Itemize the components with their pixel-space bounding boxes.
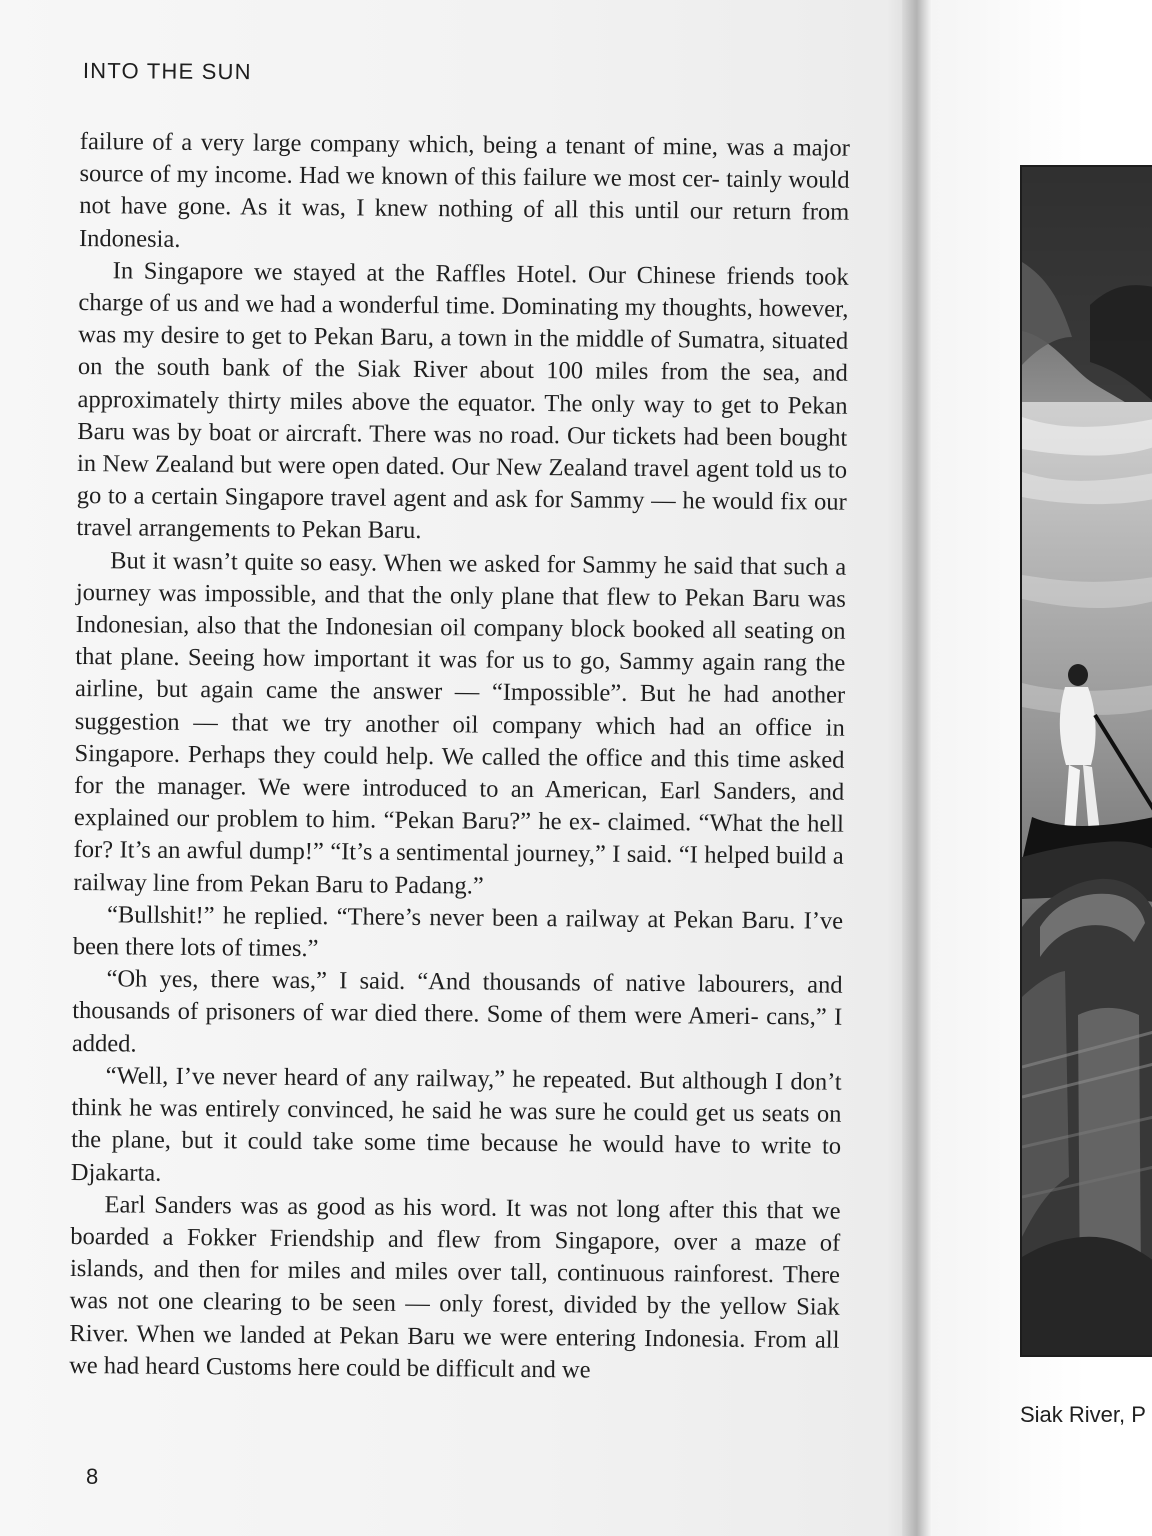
paragraph-5 xyxy=(72,963,843,1066)
book-gutter xyxy=(902,0,932,1536)
text-line: had another suggestion — that we try another oil company which had an xyxy=(74,681,846,741)
text-line: from the sea, and approximately thirty miles above the equator. The only xyxy=(77,358,848,418)
text-line: Zealand travel agent told us to go to a certain Singapore travel agent and xyxy=(76,454,848,513)
text-line: ask for Sammy — he would fix our travel arrangements to Pekan Baru. xyxy=(76,485,847,545)
right-page xyxy=(932,0,1152,1536)
text-line: write to Djakarta. xyxy=(70,1132,842,1187)
text-line: I’ve been there lots of times.” xyxy=(72,907,844,963)
text-line: In Singapore we stayed at the Raffles Hotel. Our Chinese friends took xyxy=(112,257,849,291)
text-line: return from Indonesia. xyxy=(78,198,850,253)
text-line: this time asked for the manager. We were introduced to an American, xyxy=(74,745,845,805)
text-line: cans,” I added. xyxy=(71,1003,843,1058)
text-line: Baru was Indonesian, also that the Indonesian oil company block booked xyxy=(75,584,847,644)
paragraph-6 xyxy=(71,1060,842,1196)
text-line: failure of a very large company which, being a tenant of mine, was a xyxy=(79,127,785,162)
text-line: claimed. “What the hell for? It’s an awful dump!” “It’s a sentimental xyxy=(73,808,845,868)
photo-caption: Siak River, P xyxy=(1020,1402,1146,1427)
text-line: “Well, I’ve never heard of any railway,” he repeated. But although I xyxy=(105,1062,784,1096)
text-line: don’t think he was entirely convinced, he said he was sure he could get us xyxy=(71,1068,842,1128)
text-line: Indonesia. From all we had heard Customs here could be difficult and we xyxy=(69,1324,840,1384)
text-line: journey,” I said. “I helped build a railway line from Pekan Baru to Padang.” xyxy=(73,840,844,900)
text-line: boarded a Fokker Friendship and flew from Singapore, over a maze of xyxy=(70,1222,841,1257)
text-line: such a journey was impossible, and that the only plane that flew to Pekan xyxy=(75,552,847,612)
text-line: islands, and then for miles and miles over tall, continuous rainforest. xyxy=(69,1255,775,1289)
text-line: however, was my desire to get to Pekan Baru, a town in the middle of xyxy=(78,294,849,354)
text-line: yellow Siak River. When we landed at Pekan Baru we were entering xyxy=(69,1292,840,1352)
text-line: But it wasn’t quite so easy. When we asked for Sammy he said that xyxy=(110,546,777,580)
paragraph-7 xyxy=(69,1189,841,1389)
text-line: charge of us and we had a wonderful time. Dominating my thoughts, xyxy=(78,289,753,322)
running-head: INTO THE SUN xyxy=(82,58,252,85)
river-photo xyxy=(1020,165,1152,1357)
paragraph-3 xyxy=(73,545,846,906)
page-number: 8 xyxy=(86,1464,99,1489)
text-line: Earl Sanders, and explained our problem to him. “Pekan Baru?” he ex- xyxy=(73,777,845,836)
text-line: all seating on that plane. Seeing how important it was for us to go, Sammy xyxy=(75,616,846,676)
text-line: office in Singapore. Perhaps they could help. We called the office and xyxy=(74,713,845,773)
text-line: tainly would not have gone. As it was, I knew nothing of all this until our xyxy=(79,165,850,226)
text-line: “Oh yes, there was,” I said. “And thousands of native labourers, and xyxy=(106,965,843,999)
text-line: There was not one clearing to be seen — only forest, divided by the xyxy=(69,1261,841,1320)
text-line: Earl Sanders was as good as his word. It was not long after this that we xyxy=(104,1190,841,1225)
text-line: again rang the airline, but again came the answer — “Impossible”. But he xyxy=(74,648,846,708)
text-line: tickets had been bought in New Zealand but were open dated. Our New xyxy=(76,422,848,482)
text-line: seats on the plane, but it could take some time because he would have to xyxy=(71,1100,842,1160)
river-photo-graphic xyxy=(1022,167,1152,1355)
body-text xyxy=(69,126,850,1389)
paragraph-1 xyxy=(79,126,850,262)
paragraph-4 xyxy=(73,899,844,970)
text-line: Sumatra, situated on the south bank of the Siak River about 100 miles xyxy=(77,326,849,386)
text-line: thousands of prisoners of war died there. Some of them were Ameri- xyxy=(72,997,759,1031)
paragraph-2 xyxy=(76,255,848,552)
text-line: way to get to Pekan Baru was by boat or aircraft. There was no road. Our xyxy=(77,390,848,450)
text-line: major source of my income. Had we known of this failure we most cer- xyxy=(79,134,850,193)
text-line: “Bullshit!” he replied. “There’s never been a railway at Pekan Baru. xyxy=(107,901,796,935)
